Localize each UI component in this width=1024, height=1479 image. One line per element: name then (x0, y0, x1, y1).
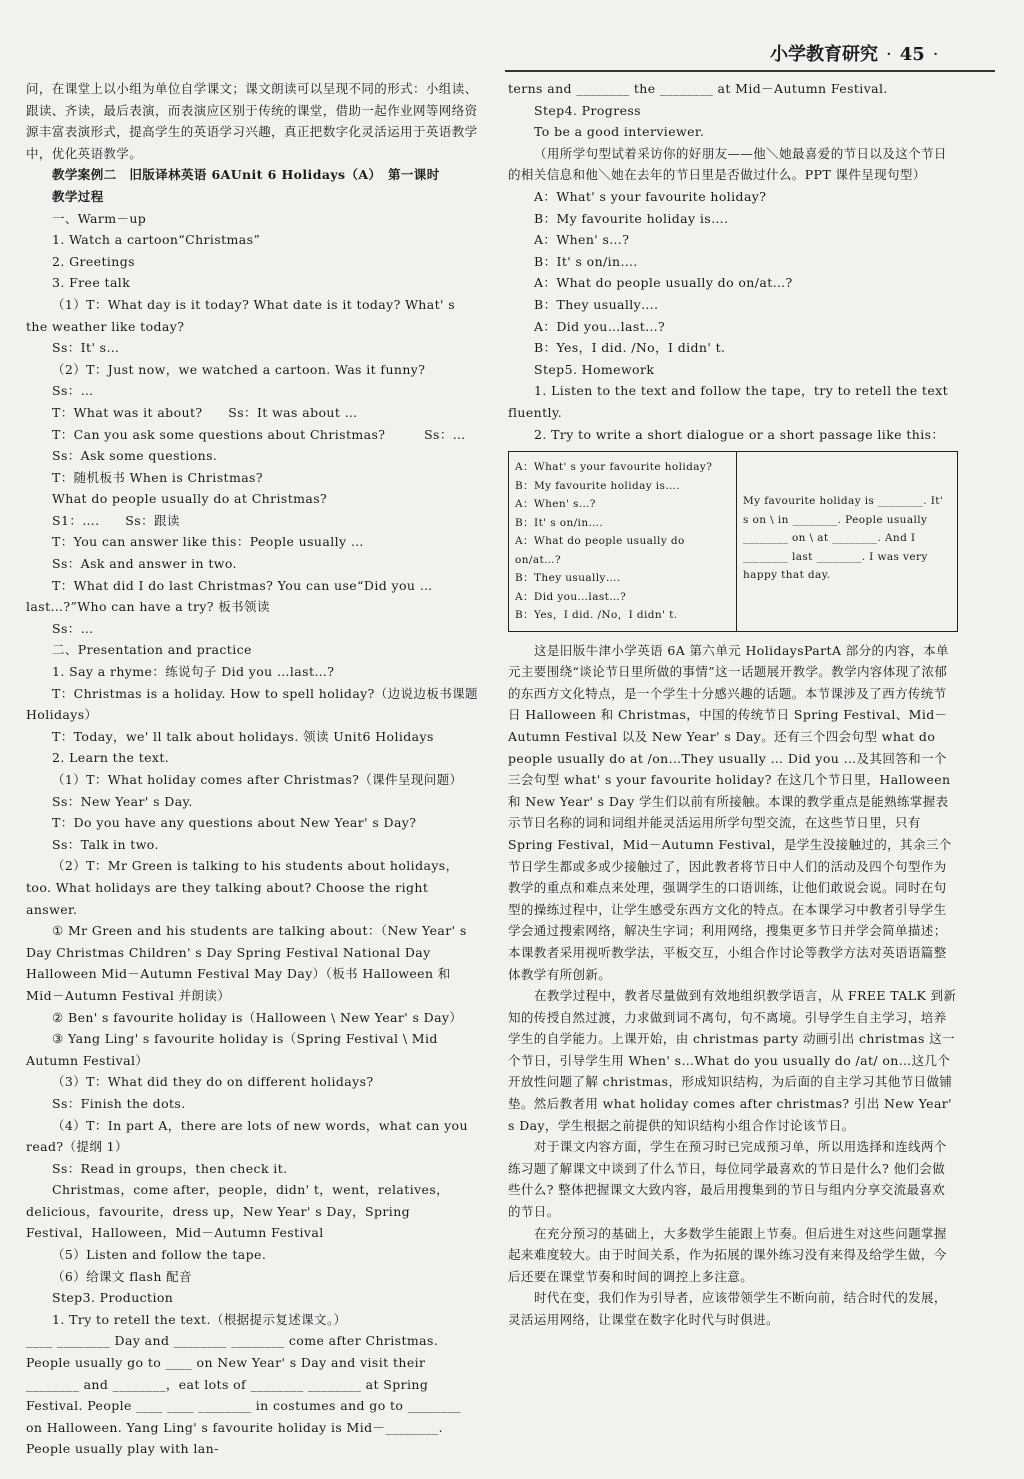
text-line: （6）给课文 flash 配音 (52, 1268, 192, 1284)
text-line: Ss：… (52, 620, 94, 636)
section-warmup: 一、Warm－up (52, 210, 147, 226)
box-line: B：They usually…. (515, 572, 621, 585)
text-line: 3. Free talk (52, 275, 131, 291)
box-line: A：What do people usually do on/at…? (515, 535, 685, 566)
text-line: ③ Yang Ling' s favourite holiday is（Spring Festival \ Mid Autumn Festival） (26, 1031, 438, 1068)
dialogue-line: B：It' s on/in…. (534, 253, 638, 269)
box-line: B：Yes，I did. /No，I didn' t. (515, 609, 678, 622)
text-line: （用所学句型试着采访你的好朋友——他＼她最喜爱的节日以及这个节日的相关信息和他＼她在去年的节日里是否做过什么。PPT 课件呈现句型） (508, 145, 947, 183)
text-line: To be a good interviewer. (534, 124, 705, 140)
right-column (508, 78, 958, 1331)
text-line: （3）T：What did they do on different holidays? (52, 1074, 374, 1090)
text-line: Ss：It' s… (52, 340, 120, 356)
text-line: T：Today，we' ll talk about holidays. 领读 Unit6 Holidays (52, 728, 434, 744)
text-line: 1. Listen to the text and follow the tape，try to retell the text fluently. (508, 383, 948, 420)
text-line: 1. Watch a cartoon“Christmas” (52, 232, 261, 248)
journal-name: 小学教育研究 (770, 44, 878, 65)
header-rule (505, 70, 995, 72)
analysis-paragraph: 在充分预习的基础上，大多数学生能跟上节奏。但后进生对这些问题掌握起来难度较大。由于时间关系，作为拓展的课外练习没有来得及给学生做，今后还要在课堂节奏和时间的调控上多注意。 (508, 1225, 947, 1284)
text-line: 2. Greetings (52, 253, 135, 269)
text-line: Ss：… (52, 383, 94, 399)
analysis-paragraph: 在教学过程中，教者尽量做到有效地组织教学语言，从 FREE TALK 到新知的传授自然过渡，力求做到词不离句，句不离境。引导学生自主学习，培养学生的自学能力。上课开始，由 christmas party 动画引出 christmas 这一个节日，引导学生用 When' s…What do you usually do /at/ on…这几个开放性问题了解 christmas，形成知识结构，为后面的自主学习其他节日做铺垫。然后教者用 what holiday comes after christmas? 引出 New Year' s Day，学生根据之前提供的知识结构小组合作讨论该节日。 (508, 988, 957, 1133)
text-line: Ss：Ask some questions. (52, 448, 218, 464)
analysis-paragraph: 对于课文内容方面，学生在预习时已完成预习单，所以用选择和连线两个练习题了解课文中谈到了什么节日，每位同学最喜欢的节日是什么? 他们会做些什么? 整体把握课文大致内容，最后用搜集到的节日与组内分享交流最喜欢的节日。 (508, 1139, 947, 1220)
dialogue-line: A：Did you…last…? (534, 318, 666, 334)
page-number: 45 (899, 44, 925, 65)
text-line: What do people usually do at Christmas? (52, 491, 328, 507)
text-line: T：You can answer like this：People usually … (52, 534, 364, 550)
intro-paragraph: 问，在课堂上以小组为单位自学课文；课文朗读可以呈现不同的形式：小组读、跟读、齐读，最后表演，而表演应区别于传统的课堂，借助一起作业网等网络资源丰富表演形式，提高学生的英语学习兴趣，真正把数字化灵活运用于英语教学中，优化英语教学。 (26, 81, 478, 161)
text-line: 1. Try to retell the text.（根据提示复述课文。） (52, 1311, 347, 1327)
box-line: B：It' s on/in…. (515, 516, 604, 529)
page-header: 小学教育研究 · 45 · (770, 44, 939, 65)
text-line: 1. Say a rhyme：练说句子 Did you …last…? (52, 664, 335, 680)
text-line: T：What did I do last Christmas? You can use“Did you …last…?”Who can have a try? 板书领读 (26, 577, 433, 615)
dialogue-line: A：When' s…? (534, 232, 630, 248)
step4-heading: Step4. Progress (534, 102, 642, 118)
text-line: （4）T：In part A，there are lots of new words，what can you read?（提纲 1） (26, 1117, 468, 1155)
box-line: B：My favourite holiday is…. (515, 479, 680, 492)
text-line: （1）T：What day is it today? What date is it today? What' s the weather like today? (26, 296, 456, 334)
dialogue-line: A：What' s your favourite holiday? (534, 188, 767, 204)
dialogue-line: B：They usually…. (534, 296, 659, 312)
dialogue-line: B：Yes，I did. /No，I didn' t. (534, 340, 726, 356)
left-column (26, 78, 478, 1460)
example-passage: My favourite holiday is ________. It' s on \ in ________. People usually ________ on \ at ________. And I ________ last ________. I was very happy that day. (743, 495, 944, 582)
text-line: Ss：Finish the dots. (52, 1095, 186, 1111)
box-line: A：Did you…last…? (515, 590, 627, 603)
dialogue-line: A：What do people usually do on/at…? (534, 275, 793, 291)
section-presentation: 二、Presentation and practice (52, 642, 252, 658)
text-line: 2. Try to write a short dialogue or a short passage like this： (534, 426, 945, 442)
text-line: （2）T：Just now，we watched a cartoon. Was it funny? (52, 361, 426, 377)
analysis-paragraph: 这是旧版牛津小学英语 6A 第六单元 HolidaysPartA 部分的内容，本单元主要围绕“谈论节日里所做的事情”这一话题展开教学。教学内容体现了浓郁的东西方文化特点，是一个学生十分感兴趣的话题。本节课涉及了西方传统节日 Halloween 和 Christmas，中国的传统节日 Spring Festival、Mid－Autumn Festival 以及 New Year' s Day。还有三个四会句型 what do people usually do at /on…They usually … Did you …及其回答和一个三会句型 what' s your favourite holiday? 在这几个节日里，Halloween 和 New Year' s Day 学生们以前有所接触。本课的教学重点是能熟练掌握表示节日名称的词和词组并能灵活运用所学句型交流，在这些节日里，只有 Spring Festival，Mid－Autumn Festival，是学生没接触过的，其余三个节日学生都或多或少接触过了，因此教者将节日中人们的活动及四个句型作为教学的重点和难点来处理，强调学生的口语训练，让他们敢说会说。同时在句型的操练过程中，让学生感受东西方文化的特点。在本课学习中教者引导学生学会通过搜索网络，解决生字词；利用网络，搜集更多节日并学会简单描述；本课教者采用视听教学法，平板交互，小组合作讨论等教学方法对英语语篇整体教学有所创新。 (508, 642, 952, 982)
text-line: Christmas，come after，people，didn' t，went，relatives，delicious，favourite，dress up，New Year' s Day，Spring Festival，Halloween，Mid－Autumn Festival (26, 1182, 450, 1241)
retell-blanks: ____ ________ Day and ________ ________ come after Christmas. People usually go to ____ on New Year' s Day and visit their ________ and ________，eat lots of ________ ________ at Spring Festival. People ____ ____ ________ in costumes and go to ________ on Halloween. Yang Ling' s favourite holiday is Mid－________. People usually play with lan- (26, 1333, 461, 1457)
homework-example-box (508, 451, 958, 632)
text-line: （2）T：Mr Green is talking to his students about holidays，too. What holidays are they talking about? Choose the right answer. (26, 858, 459, 917)
box-line: A：What' s your favourite holiday? (515, 461, 713, 474)
text-line: T：Do you have any questions about New Year' s Day? (52, 815, 417, 831)
text-line: Ss：Talk in two. (52, 836, 159, 852)
case-title: 教学案例二 旧版译林英语 6AUnit 6 Holidays（A） 第一课时 (52, 167, 440, 183)
text-line: Ss：New Year' s Day. (52, 793, 193, 809)
text-line: Ss：Read in groups，then check it. (52, 1160, 288, 1176)
text-line: terns and ________ the ________ at Mid－Autumn Festival. (508, 81, 888, 96)
step5-heading: Step5. Homework (534, 361, 655, 377)
example-dialogue (509, 452, 737, 631)
text-line: T：Christmas is a holiday. How to spell holiday?（边说边板书课题 Holidays） (26, 685, 478, 723)
text-line: （1）T：What holiday comes after Christmas?（课件呈现问题） (52, 772, 463, 787)
step3-heading: Step3. Production (52, 1290, 174, 1306)
text-line: ① Mr Green and his students are talking about：（New Year' s Day Christmas Children' s Day Spring Festival National Day Halloween Mid－Autumn Festival May Day）（板书 Halloween 和 Mid－Autumn Festival 并朗读） (26, 923, 467, 1003)
text-line: Ss：Ask and answer in two. (52, 556, 237, 572)
text-line: S1：…. Ss：跟读 (52, 512, 180, 528)
text-line: ② Ben' s favourite holiday is（Halloween \ New Year' s Day） (52, 1009, 463, 1025)
text-line: 2. Learn the text. (52, 750, 170, 766)
dialogue-line: B：My favourite holiday is…. (534, 210, 729, 226)
box-line: A：When' s…? (515, 498, 596, 511)
analysis-paragraph: 时代在变，我们作为引导者，应该带领学生不断向前，结合时代的发展，灵活运用网络，让课堂在数字化时代与时俱进。 (508, 1290, 947, 1327)
text-line: T：随机板书 When is Christmas? (52, 469, 263, 485)
text-line: T：What was it about? Ss：It was about … (52, 404, 358, 420)
text-line: （5）Listen and follow the tape. (52, 1247, 267, 1263)
process-title: 教学过程 (52, 188, 104, 204)
text-line: T：Can you ask some questions about Christmas? Ss：… (52, 426, 466, 442)
